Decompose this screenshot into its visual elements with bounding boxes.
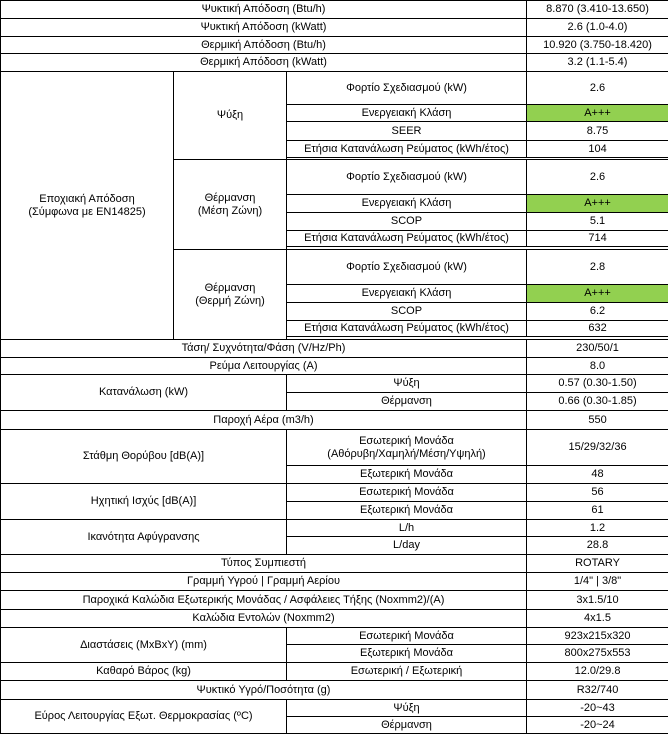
dimensions-indoor-value: 923x215x320 bbox=[527, 628, 668, 645]
heating-warm-title: Θέρμανση bbox=[205, 282, 256, 294]
consumption-cooling-label: Ψύξη bbox=[287, 375, 527, 393]
cooling-capacity-btu-value: 8.870 (3.410-13.650) bbox=[527, 1, 668, 19]
noise-level-label: Στάθμη Θορύβου [dB(A)] bbox=[1, 430, 287, 484]
dimensions-indoor-label: Εσωτερική Μονάδα bbox=[287, 628, 527, 645]
heating-avg-design-load-label: Φορτίο Σχεδιασμού (kW) bbox=[287, 160, 527, 195]
net-weight-sublabel: Εσωτερική / Εξωτερική bbox=[287, 663, 527, 681]
voltage-label: Τάση/ Συχνότητα/Φάση (V/Hz/Ph) bbox=[1, 340, 527, 358]
seer-value: 8.75 bbox=[527, 122, 668, 141]
heating-avg-title: Θέρμανση bbox=[205, 192, 256, 204]
cooling-capacity-btu-label: Ψυκτική Απόδοση (Btu/h) bbox=[1, 1, 527, 19]
heating-warm-scop-value: 6.2 bbox=[527, 303, 668, 321]
airflow-value: 550 bbox=[527, 411, 668, 430]
temp-range-heating-label: Θέρμανση bbox=[287, 717, 527, 734]
sound-power-indoor-value: 56 bbox=[527, 484, 668, 502]
power-cables-label: Παροχικά Καλώδια Εξωτερικής Μονάδας / Ασφάλειες Τήξης (Noxmm2)/(A) bbox=[1, 591, 527, 610]
noise-indoor-value: 15/29/32/36 bbox=[527, 430, 668, 466]
airflow-label: Παροχή Αέρα (m3/h) bbox=[1, 411, 527, 430]
net-weight-label: Καθαρό Βάρος (kg) bbox=[1, 663, 287, 681]
cooling-energy-class-value: A+++ bbox=[527, 105, 668, 122]
sound-power-outdoor-label: Εξωτερική Μονάδα bbox=[287, 502, 527, 520]
seasonal-performance-standard: (Σύμφωνα με EN14825) bbox=[28, 206, 145, 218]
heating-capacity-btu-value: 10.920 (3.750-18.420) bbox=[527, 37, 668, 54]
heating-avg-annual-consumption-label: Ετήσια Κατανάλωση Ρεύματος (kWh/έτος) bbox=[287, 231, 527, 247]
control-cables-value: 4x1.5 bbox=[527, 610, 668, 628]
operating-current-label: Ρεύμα Λειτουργίας (A) bbox=[1, 358, 527, 375]
cooling-annual-consumption-label: Ετήσια Κατανάλωση Ρεύματος (kWh/έτος) bbox=[287, 141, 527, 158]
pipe-lines-label: Γραμμή Υγρού | Γραμμή Αερίου bbox=[1, 573, 527, 591]
heating-capacity-btu-label: Θερμική Απόδοση (Btu/h) bbox=[1, 37, 527, 54]
seasonal-heating-warm-label bbox=[174, 250, 287, 340]
dehumid-lday-label: L/day bbox=[287, 537, 527, 555]
heating-warm-annual-consumption-value: 632 bbox=[527, 321, 668, 337]
seasonal-performance-title: Εποχιακή Απόδοση bbox=[39, 193, 134, 205]
temp-range-heating-value: -20~24 bbox=[527, 717, 668, 734]
net-weight-value: 12.0/29.8 bbox=[527, 663, 668, 681]
dimensions-label: Διαστάσεις (ΜxΒxΥ) (mm) bbox=[1, 628, 287, 663]
heating-warm-design-load-value: 2.8 bbox=[527, 250, 668, 285]
heating-capacity-kw-label: Θερμική Απόδοση (kWatt) bbox=[1, 54, 527, 72]
power-cables-value: 3x1.5/10 bbox=[527, 591, 668, 610]
heating-capacity-kw-value: 3.2 (1.1-5.4) bbox=[527, 54, 668, 72]
noise-indoor-unit: Εσωτερική Μονάδα bbox=[359, 435, 454, 447]
dehumid-lday-value: 28.8 bbox=[527, 537, 668, 555]
heating-avg-scop-label: SCOP bbox=[287, 213, 527, 231]
heating-warm-zone: (Θερμή Ζώνη) bbox=[195, 295, 264, 307]
heating-avg-energy-class-label: Ενεργειακή Κλάση bbox=[287, 195, 527, 213]
dimensions-outdoor-value: 800x275x553 bbox=[527, 645, 668, 663]
compressor-type-label: Τύπος Συμπιεστή bbox=[1, 555, 527, 573]
sound-power-label: Ηχητική Ισχύς [dB(A)] bbox=[1, 484, 287, 520]
compressor-type-value: ROTARY bbox=[527, 555, 668, 573]
control-cables-label: Καλώδια Εντολών (Noxmm2) bbox=[1, 610, 527, 628]
voltage-value: 230/50/1 bbox=[527, 340, 668, 358]
cooling-design-load-label: Φορτίο Σχεδιασμού (kW) bbox=[287, 72, 527, 105]
cooling-capacity-kw-value: 2.6 (1.0-4.0) bbox=[527, 19, 668, 37]
seasonal-cooling-label: Ψύξη bbox=[174, 72, 287, 160]
cooling-design-load-value: 2.6 bbox=[527, 72, 668, 105]
heating-warm-annual-consumption-label: Ετήσια Κατανάλωση Ρεύματος (kWh/έτος) bbox=[287, 321, 527, 337]
power-consumption-label: Κατανάλωση (kW) bbox=[1, 375, 287, 411]
temp-range-cooling-value: -20~43 bbox=[527, 700, 668, 717]
cooling-annual-consumption-value: 104 bbox=[527, 141, 668, 158]
cooling-energy-class-label: Ενεργειακή Κλάση bbox=[287, 105, 527, 122]
operating-temp-range-label: Εύρος Λειτουργίας Εξωτ. Θερμοκρασίας (ºC) bbox=[1, 700, 287, 734]
heating-avg-energy-class-value: A+++ bbox=[527, 195, 668, 213]
heating-warm-energy-class-label: Ενεργειακή Κλάση bbox=[287, 285, 527, 303]
refrigerant-label: Ψυκτικό Υγρό/Ποσότητα (g) bbox=[1, 681, 527, 700]
seasonal-performance-label bbox=[1, 72, 174, 340]
noise-indoor-modes: (Αθόρυβη/Χαμηλή/Μέση/Υψηλή) bbox=[327, 448, 485, 460]
consumption-heating-value: 0.66 (0.30-1.85) bbox=[527, 393, 668, 411]
heating-warm-design-load-label: Φορτίο Σχεδιασμού (kW) bbox=[287, 250, 527, 285]
heating-warm-scop-label: SCOP bbox=[287, 303, 527, 321]
temp-range-cooling-label: Ψύξη bbox=[287, 700, 527, 717]
pipe-lines-value: 1/4" | 3/8" bbox=[527, 573, 668, 591]
noise-indoor-label bbox=[287, 430, 527, 466]
sound-power-outdoor-value: 61 bbox=[527, 502, 668, 520]
dehumidification-label: Ικανότητα Αφύγρανσης bbox=[1, 520, 287, 555]
noise-outdoor-label: Εξωτερική Μονάδα bbox=[287, 466, 527, 484]
refrigerant-value: R32/740 bbox=[527, 681, 668, 700]
consumption-cooling-value: 0.57 (0.30-1.50) bbox=[527, 375, 668, 393]
dehumid-lh-label: L/h bbox=[287, 520, 527, 537]
noise-outdoor-value: 48 bbox=[527, 466, 668, 484]
cooling-capacity-kw-label: Ψυκτική Απόδοση (kWatt) bbox=[1, 19, 527, 37]
consumption-heating-label: Θέρμανση bbox=[287, 393, 527, 411]
heating-avg-scop-value: 5.1 bbox=[527, 213, 668, 231]
seasonal-heating-avg-label bbox=[174, 160, 287, 250]
heating-avg-design-load-value: 2.6 bbox=[527, 160, 668, 195]
heating-avg-zone: (Μέση Ζώνη) bbox=[198, 205, 262, 217]
seer-label: SEER bbox=[287, 122, 527, 141]
heating-warm-energy-class-value: A+++ bbox=[527, 285, 668, 303]
heating-avg-annual-consumption-value: 714 bbox=[527, 231, 668, 247]
operating-current-value: 8.0 bbox=[527, 358, 668, 375]
dimensions-outdoor-label: Εξωτερική Μονάδα bbox=[287, 645, 527, 663]
dehumid-lh-value: 1.2 bbox=[527, 520, 668, 537]
sound-power-indoor-label: Εσωτερική Μονάδα bbox=[287, 484, 527, 502]
